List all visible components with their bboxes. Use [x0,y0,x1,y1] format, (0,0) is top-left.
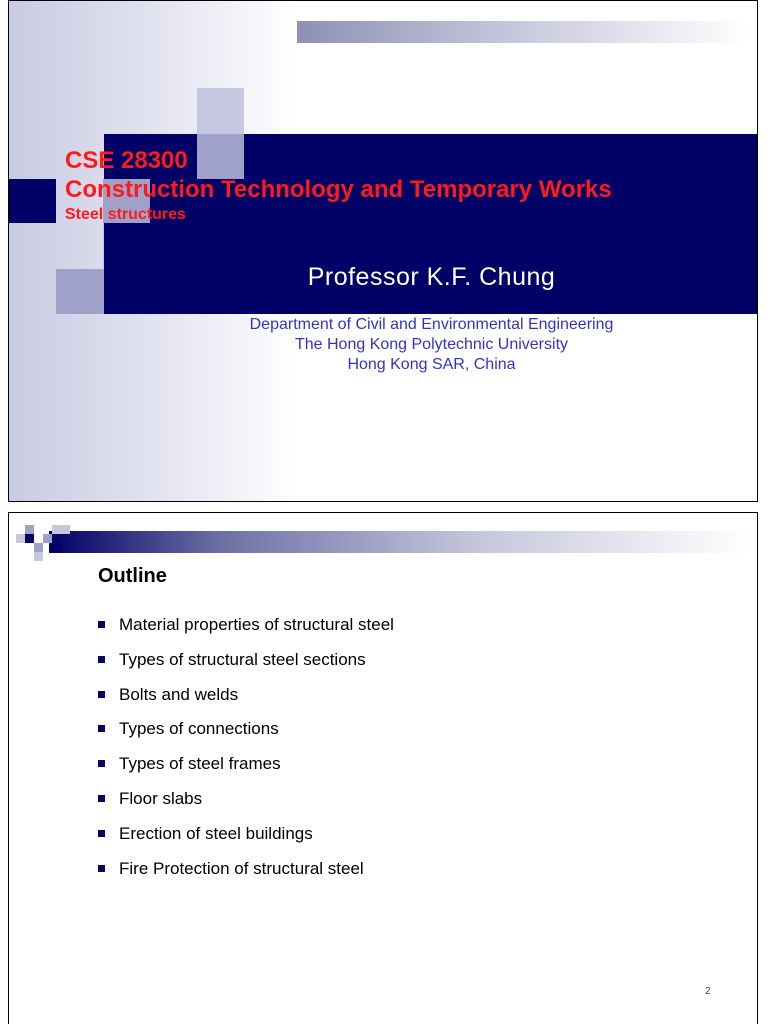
list-item-label: Erection of steel buildings [119,823,313,843]
page-number: 2 [705,986,711,997]
square-bullet-icon [98,830,105,837]
list-item [98,683,394,718]
course-subtitle: Steel structures [65,206,186,223]
decor-square [25,534,34,543]
decor-square [52,525,61,534]
affiliation [104,315,758,375]
title-block [65,147,755,225]
decor-square [25,525,34,534]
slide-heading: Outline [98,565,167,587]
list-item-label: Bolts and welds [119,684,239,704]
top-gradient-bar [297,21,749,43]
square-bullet-icon [98,691,105,698]
list-item [98,717,394,752]
list-item-label: Types of steel frames [119,754,281,774]
square-bullet-icon [98,656,105,663]
square-bullet-icon [98,795,105,802]
decor-square [56,269,104,314]
header-gradient-bar [49,531,749,553]
square-bullet-icon [98,725,105,732]
affiliation-line: Hong Kong SAR, China [347,356,516,373]
decor-square [16,534,25,543]
decor-square [52,543,61,552]
list-item [98,613,394,648]
square-bullet-icon [98,621,105,628]
decor-square [34,543,43,552]
list-item [98,787,394,822]
outline-list [98,613,394,891]
course-title: Construction Technology and Temporary Works [65,176,612,203]
list-item [98,648,394,683]
affiliation-line: Department of Civil and Environmental Engineering [249,316,614,333]
square-bullet-icon [98,865,105,872]
list-item [98,752,394,787]
slide-outline [8,512,758,1024]
slide-title [8,0,758,502]
decor-square [61,525,70,534]
presenter-name: Professor K.F. Chung [307,263,556,291]
list-item-label: Material properties of structural steel [119,615,394,634]
decor-square [34,552,43,561]
decor-square [197,88,244,134]
square-bullet-icon [98,760,105,767]
course-code: CSE 28300 [65,147,188,174]
decor-square [43,534,52,543]
list-item-label: Types of connections [119,719,279,739]
list-item [98,822,394,857]
decor-square [9,179,56,223]
list-item-label: Fire Protection of structural steel [119,858,364,878]
list-item-label: Floor slabs [119,788,203,808]
affiliation-line: The Hong Kong Polytechnic University [294,336,569,353]
list-item-label: Types of structural steel sections [119,649,366,669]
list-item [98,857,394,892]
